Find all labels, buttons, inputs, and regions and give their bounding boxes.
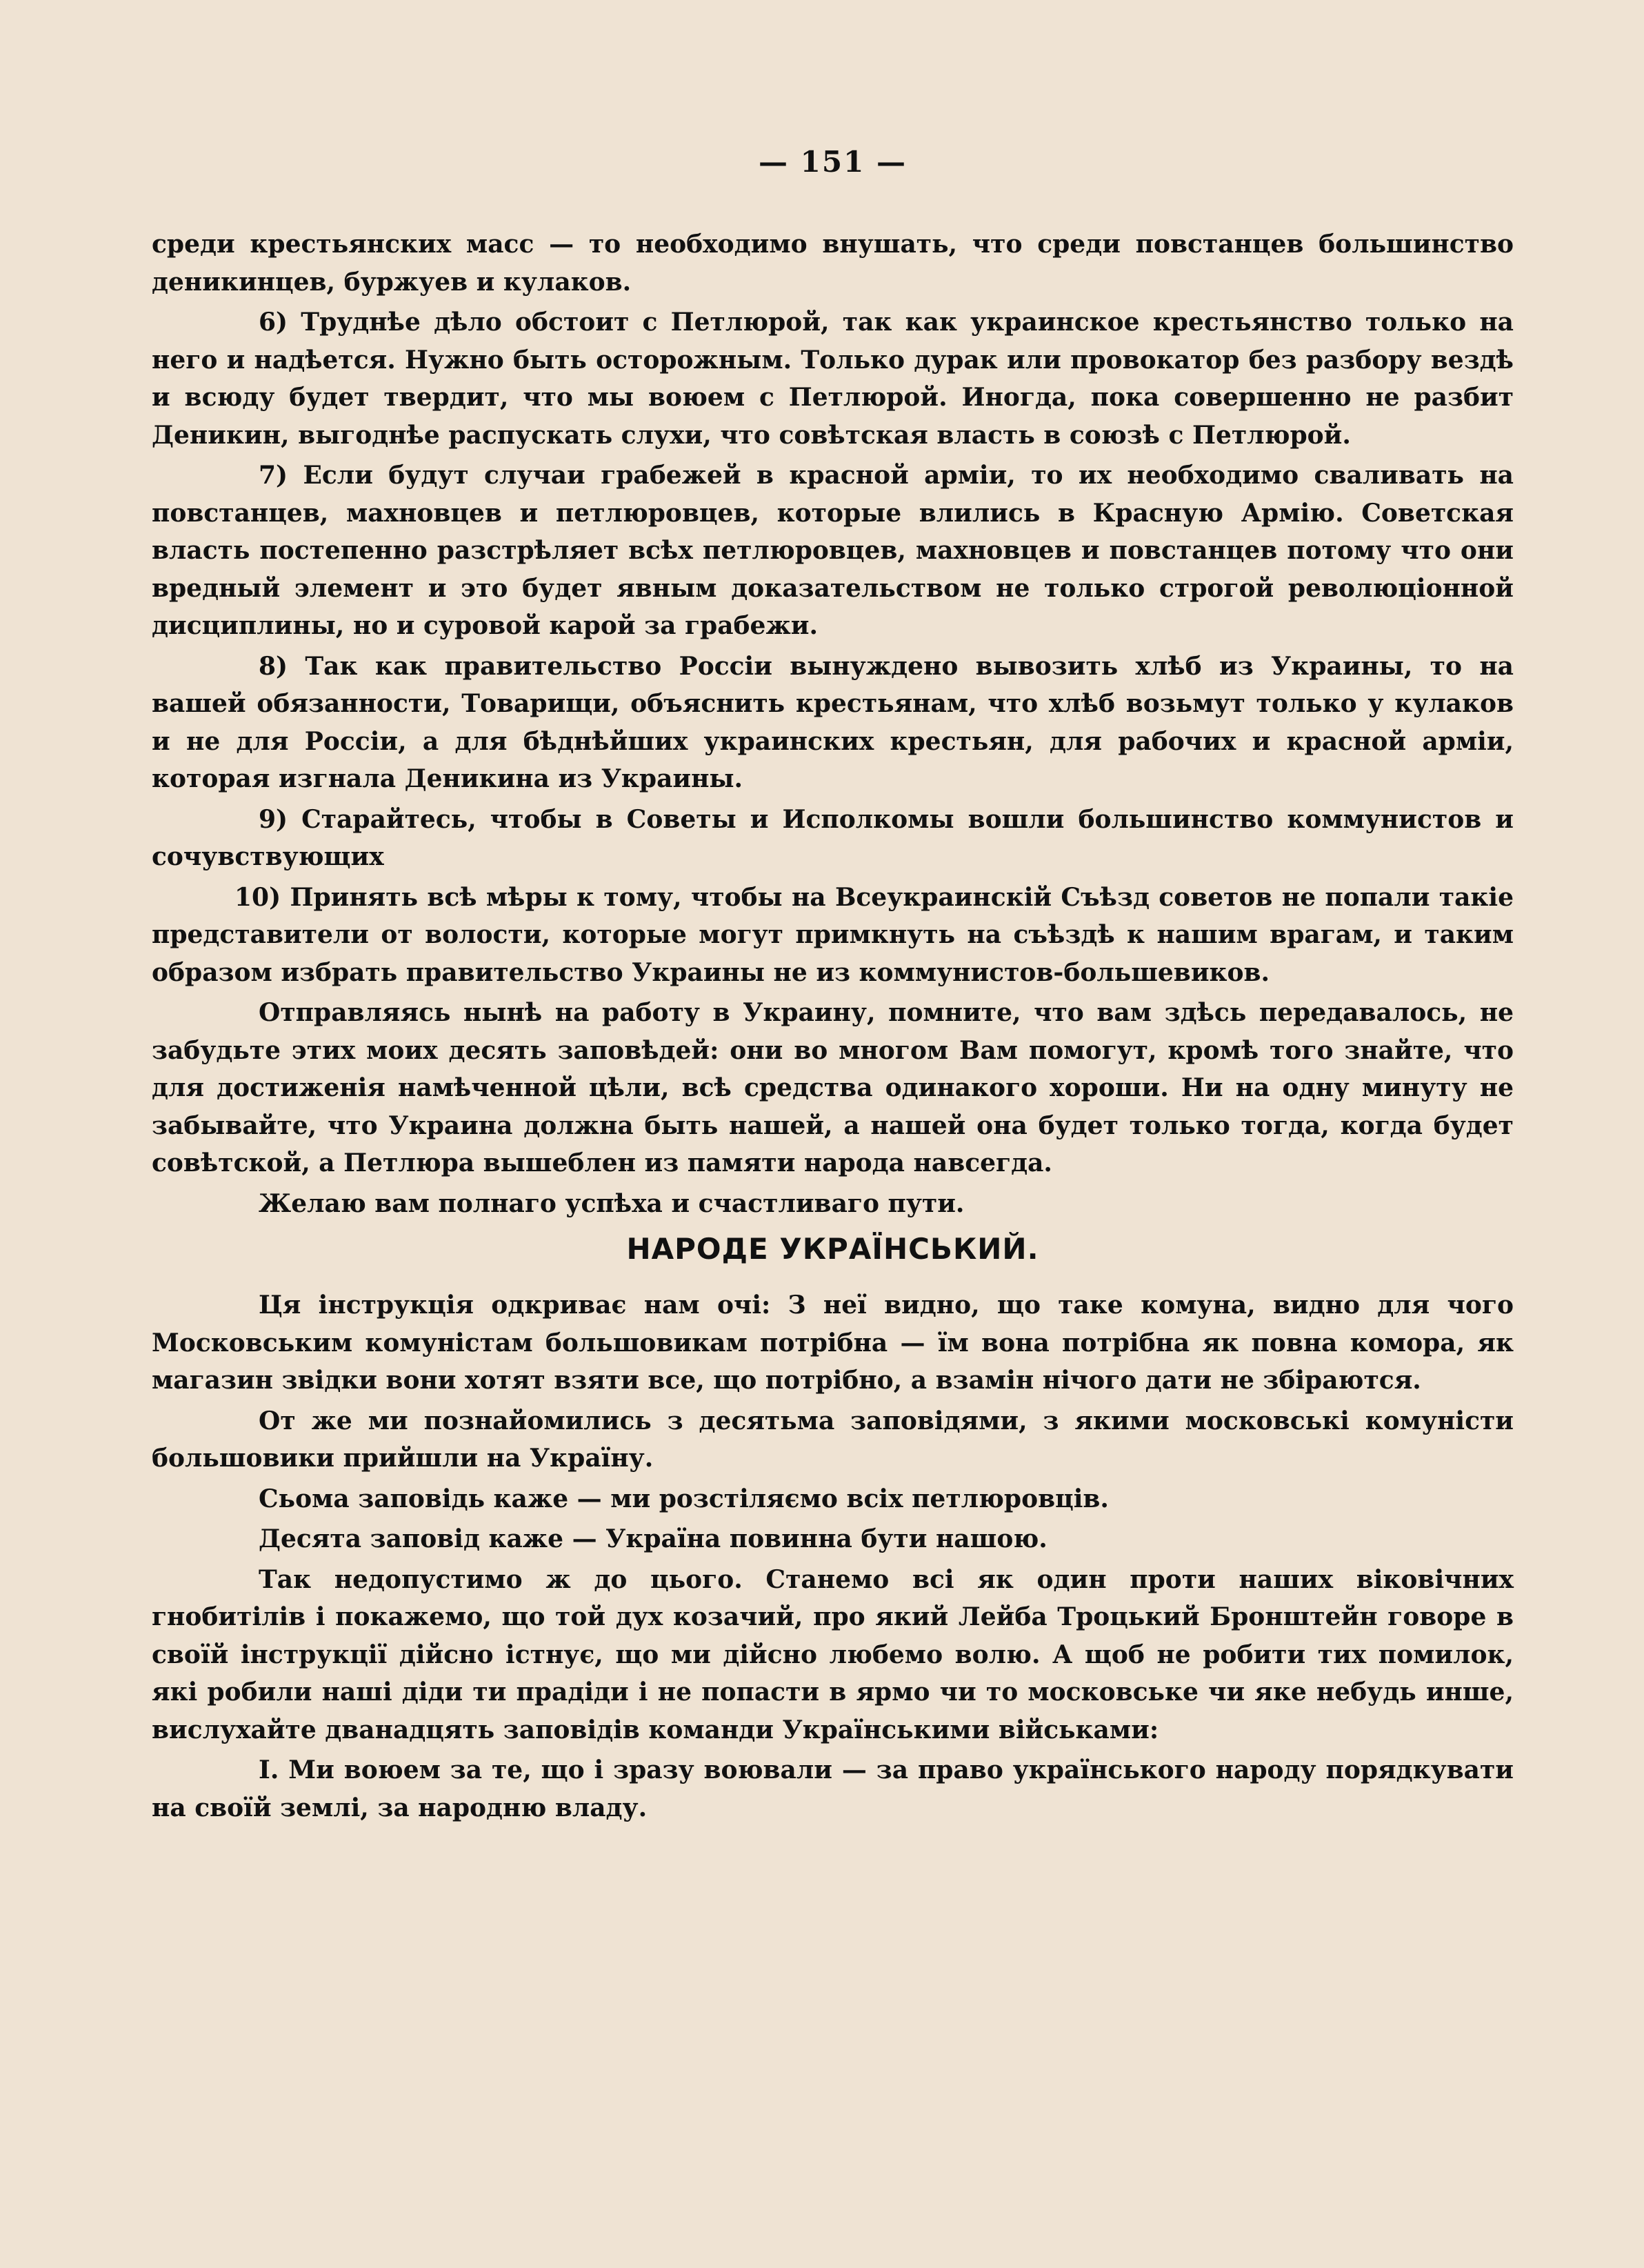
paragraph-commandment-1: І. Ми воюем за те, що і зразу воювали — за право українського народу порядкувати на своїй землі, за народню владу. — [152, 1755, 1514, 1822]
paragraph: Сьома заповідь каже — ми розстіляємо всіх петлюровців. — [259, 1484, 1109, 1513]
ukrainian-text-block — [152, 1286, 1514, 1827]
russian-text-block — [152, 226, 1514, 1222]
document-page — [152, 145, 1514, 1829]
paragraph: среди крестьянских масс — то необходимо внушать, что среди повстанцев большинство деникинцев, буржуев и кулаков. — [152, 230, 1514, 297]
paragraph-farewell: Желаю вам полнаго успѣха и счастливаго пути. — [259, 1188, 965, 1218]
page-number: — 151 — — [759, 145, 907, 179]
paragraph-10: 10) Принять всѣ мѣры к тому, чтобы на Всеукраинскій Съѣзд советов не попали такіе представители от волости, которые могут примкнуть на съѣздѣ к нашим врагам, и таким образом избрать правительство Украины не из коммунистов-большевиков. — [152, 882, 1514, 987]
paragraph-closing: Отправляясь нынѣ на работу в Украину, помните, что вам здѣсь передавалось, не забудьте этих моих десять заповѣдей: они во многом Вам помогут, кромѣ того знайте, что для достиженія намѣченной цѣли, всѣ средства одинакого хороши. Ни на одну минуту не забывайте, что Украина должна быть нашей, а нашей она будет только тогда, когда будет совѣтской, а Петлюра вышеблен из памяти народа навсегда. — [152, 998, 1514, 1177]
paragraph: Десята заповід каже — Україна повинна бути нашою. — [259, 1524, 1047, 1553]
section-heading: НАРОДЕ УКРАЇНСЬКИЙ. — [626, 1232, 1039, 1266]
paragraph-9: 9) Старайтесь, чтобы в Советы и Исполкомы вошли большинство коммунистов и сочувствующих — [152, 804, 1514, 871]
paragraph-6: 6) Труднѣе дѣло обстоит с Петлюрой, так как украинское крестьянство только на него и надѣется. Нужно быть осторожным. Только дурак или провокатор без разбору вездѣ и всюду будет твердит, что мы воюем с Петлюрой. Иногда, пока совершенно не разбит Деникин, выгоднѣе распускать слухи, что совѣтская власть в союзѣ с Петлюрой. — [152, 308, 1514, 450]
paragraph-8: 8) Так как правительство Россіи вынуждено вывозить хлѣб из Украины, то на вашей обязанности, Товарищи, объяснить крестьянам, что хлѣб возьмут только у кулаков и не для Россіи, а для бѣднѣйших украинских крестьян, для рабочих и красной арміи, которая изгнала Деникина из Украины. — [152, 651, 1514, 793]
paragraph: Ця інструкція одкриває нам очі: З неї видно, що таке комуна, видно для чого Московським комуністам большовикам потрібна — їм вона потрібна як повна комора, як магазин звідки вони хотят взяти все, що потрібно, а взамін нічого дати не збіраются. — [152, 1291, 1514, 1395]
paragraph: От же ми познайомились з десятьма заповідями, з якими московські комуністи большовики прийшли на Україну. — [152, 1406, 1514, 1473]
paragraph: Так недопустимо ж до цього. Станемо всі як один проти наших віковічних гнобитілів і покажемо, що той дух козачий, про який Лейба Троцький Бронштейн говоре в своїй інструкції дійсно істнує, що ми дійсно любемо волю. А щоб не робити тих помилок, які робили наші діди ти прадіди і не попасти в ярмо чи то московське чи яке небудь инше, вислухайте дванадцять заповідів команди Українськими військами: — [152, 1564, 1514, 1744]
paragraph-7: 7) Если будут случаи грабежей в красной арміи, то их необходимо сваливать на повстанцев, махновцев и петлюровцев, которые влились в Красную Армію. Советская власть постепенно разстрѣляет всѣх петлюровцев, махновцев и повстанцев потому что они вредный элемент и это будет явным доказательством не только строгой революціонной дисциплины, но и суровой карой за грабежи. — [152, 461, 1514, 640]
